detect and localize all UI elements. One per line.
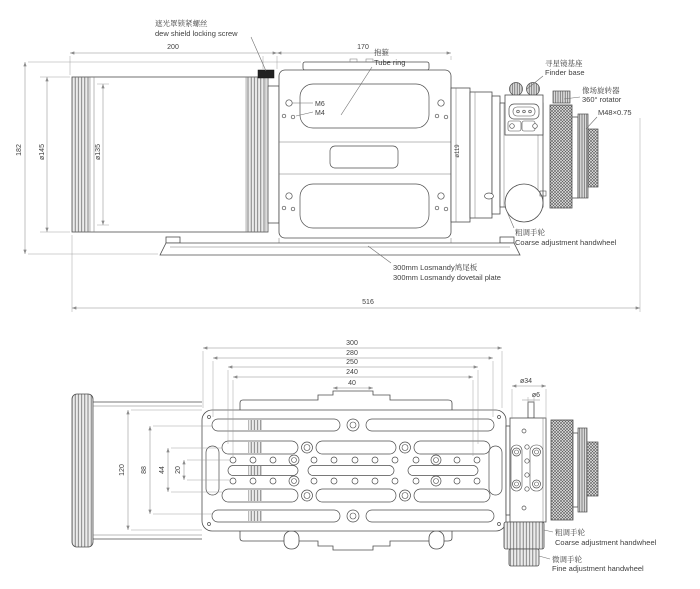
label-coarse-plan-en: Coarse adjustment handwheel (555, 538, 657, 547)
dim-250: 250 (346, 359, 358, 366)
label-thread-spec: M48×0.75 (598, 108, 632, 117)
dew-shield-collar-ribs (246, 78, 266, 232)
label-dew-screw-en: dew shield locking screw (155, 29, 238, 38)
label-tube-ring-cn: 抱箍 (374, 48, 389, 57)
handwheel-shaft (528, 402, 534, 418)
tension-screw (485, 193, 494, 199)
ring-profile-bottom (240, 531, 452, 550)
bottom-labels (539, 527, 657, 573)
dim-240: 240 (346, 369, 358, 376)
dim-280: 280 (346, 350, 358, 357)
fine-handwheel-plan (509, 549, 539, 566)
side-view (16, 18, 640, 312)
label-rotator-cn: 像场旋转器 (582, 86, 620, 95)
dim-ring-length: 170 (357, 44, 369, 51)
dim-20: 20 (175, 466, 182, 474)
ring-foot (429, 531, 444, 549)
dew-shield-plan (72, 394, 202, 547)
label-tube-ring-en: Tube ring (374, 58, 406, 67)
m48-thread (578, 114, 588, 198)
coarse-handwheel-side (505, 184, 543, 222)
side-oval-slot (489, 446, 502, 495)
tube-segment (268, 86, 279, 223)
coarse-handwheel-plan (504, 522, 544, 549)
dew-shield-locking-screw (258, 70, 274, 78)
label-dovetail-en: 300mm Losmandy dovetail plate (393, 273, 501, 282)
focuser-body-plan (510, 418, 546, 522)
end-ring-plan (587, 442, 598, 496)
dim-tube-diameter: ø135 (95, 144, 102, 160)
end-ring (588, 129, 598, 187)
dim-44: 44 (159, 466, 166, 474)
label-coarse-plan-cn: 粗调手轮 (555, 528, 585, 537)
ring-center-tab (330, 146, 398, 168)
dim-total-length: 516 (362, 299, 374, 306)
dim-shaft-diameter: ø6 (531, 392, 541, 399)
rotator-lock-knob (553, 91, 570, 103)
label-finder-base-en: Finder base (545, 68, 585, 77)
dim-88: 88 (141, 466, 148, 474)
dim-dew-diameter: ø145 (39, 144, 46, 160)
m48-thread-plan (578, 428, 587, 512)
ring-bottom-cutout (300, 184, 429, 228)
label-fine-plan-en: Fine adjustment handwheel (552, 564, 644, 573)
bottom-view (72, 340, 657, 573)
side-oval-slot (206, 446, 219, 495)
dovetail-plate-side (160, 237, 520, 255)
finder-base (505, 83, 543, 136)
tube-ring-plate (279, 59, 451, 238)
label-dew-screw-cn: 遮光罩锁紧螺丝 (155, 19, 208, 28)
focuser-assembly (451, 83, 598, 223)
rotator-ring (550, 105, 572, 208)
label-hole-m6: M6 (315, 101, 325, 108)
dim-dew-length: 200 (167, 44, 179, 51)
ring-foot (284, 531, 299, 549)
dim-height: 182 (16, 144, 23, 156)
label-coarse-side-en: Coarse adjustment handwheel (515, 238, 617, 247)
dim-rear-diameter: ø119 (455, 144, 461, 158)
label-hole-m4: M4 (315, 110, 325, 117)
dovetail-plate-plan (202, 410, 506, 531)
label-fine-plan-cn: 微调手轮 (552, 555, 582, 564)
label-finder-base-cn: 寻星镜基座 (545, 59, 583, 68)
dim-plate-length: 300 (346, 340, 358, 347)
label-rotator-en: 360° rotator (582, 95, 622, 104)
dew-shield-front-ribs (73, 78, 90, 232)
finder-knob (510, 83, 523, 96)
dim-knob-diameter: ø34 (519, 378, 533, 385)
rotator-ring-plan (551, 420, 573, 520)
ring-handle (303, 62, 429, 70)
dim-tab-width: 40 (348, 380, 356, 387)
ring-profile-top (240, 391, 452, 410)
dew-shield-cap (72, 394, 93, 547)
dim-plate-width: 120 (119, 464, 126, 476)
label-coarse-side-cn: 粗调手轮 (515, 228, 545, 237)
label-dovetail-cn: 300mm Losmandy鸠尾板 (393, 263, 478, 272)
